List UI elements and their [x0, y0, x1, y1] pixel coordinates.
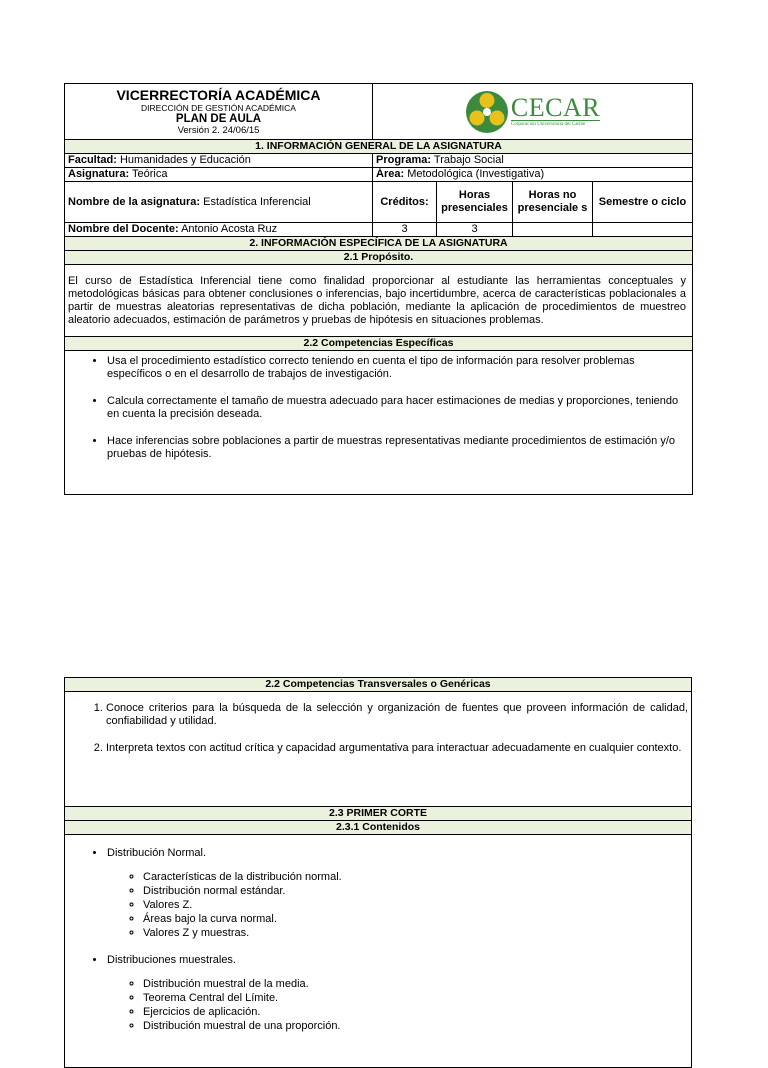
contenido-item — [106, 954, 688, 1033]
version-text: Versión 2. 24/06/15 — [177, 125, 260, 136]
contenidos-title: 2.3.1 Contenidos — [65, 821, 692, 835]
horas-no-presenciales-value — [513, 223, 593, 237]
competencia-item: • Hace inferencias sobre poblaciones a partir de muestras representativas mediante procedimientos de estimación y/o pruebas de hipótesis. — [106, 435, 689, 461]
section2-title: 2. INFORMACIÓN ESPECÍFICA DE LA ASIGNATURA — [65, 237, 693, 251]
horas-presenciales-header — [437, 182, 513, 223]
docente-value: Antonio Acosta Ruz — [181, 223, 278, 235]
logo-subtitle: Corporación Universitaria del Caribe — [511, 120, 600, 128]
proposito-title: 2.1 Propósito. — [65, 251, 693, 265]
area-cell — [373, 168, 693, 182]
nombre-asignatura-value: Estadística Inferencial — [203, 195, 311, 208]
contenido-subitem: ◦ Características de la distribución normal. — [143, 870, 688, 884]
horas-no-presenciales-header — [513, 182, 593, 223]
facultad-value: Humanidades y Educación — [119, 154, 251, 166]
corte-title: 2.3 PRIMER CORTE — [65, 807, 692, 821]
transversales-title: 2.2 Competencias Transversales o Genéricas — [65, 678, 692, 692]
nombre-asignatura-label: Nombre de la asignatura: — [68, 195, 201, 208]
contenidos-list — [68, 847, 688, 1033]
area-value: Metodológica (Investigativa) — [407, 168, 545, 180]
contenido-subitem: ◦ Distribución normal estándar. — [143, 884, 688, 898]
cecar-logo — [376, 84, 689, 139]
section1-title: 1. INFORMACIÓN GENERAL DE LA ASIGNATURA — [65, 140, 693, 154]
contenido-sublist — [107, 870, 688, 940]
asignatura-cell — [65, 168, 373, 182]
contenido-label: Distribución Normal. — [107, 847, 207, 859]
asignatura-value: Teórica — [131, 168, 168, 180]
contenido-sublist — [107, 977, 688, 1033]
logo-cell — [373, 84, 693, 140]
transversal-item: 1. Conoce criterios para la búsqueda de la selección y organización de fuentes que proveen información de calidad, confiabilidad y utilidad. — [106, 702, 688, 728]
programa-cell — [373, 154, 693, 168]
competencia-item: • Calcula correctamente el tamaño de muestra adecuado para hacer estimaciones de medias y proporciones, teniendo en cuenta la precisión deseada. — [106, 395, 689, 421]
contenido-subitem: ◦ Teorema Central del Límite. — [143, 991, 688, 1005]
transversales-list — [68, 702, 688, 755]
plan-title: PLAN DE AULA — [175, 113, 262, 125]
semestre-header — [593, 182, 693, 223]
contenido-label: Distribuciones muestrales. — [107, 954, 236, 966]
contenido-subitem: ◦ Distribución muestral de una proporción. — [143, 1019, 688, 1033]
contenido-subitem: ◦ Valores Z. — [143, 898, 688, 912]
contenido-subitem: ◦ Áreas bajo la curva normal. — [143, 912, 688, 926]
competencias-title: 2.2 Competencias Específicas — [65, 337, 693, 351]
horas-presenciales-label: Horas presenciales — [441, 189, 508, 214]
contenido-subitem: ◦ Valores Z y muestras. — [143, 926, 688, 940]
direccion-subtitle: DIRECCIÓN DE GESTIÓN ACADÉMICA — [141, 103, 296, 113]
programa-value: Trabajo Social — [433, 154, 504, 166]
plan-de-aula-table-page2 — [64, 677, 692, 1068]
competencia-item: • Usa el procedimiento estadístico correcto teniendo en cuenta el tipo de información para resolver problemas específicos o en el desarrollo de trabajos de investigación. — [106, 355, 689, 381]
docente-cell — [65, 223, 373, 237]
facultad-cell — [65, 154, 373, 168]
transversales-cell — [65, 692, 692, 807]
competencias-list — [68, 355, 689, 461]
horas-no-presenciales-label: Horas no presenciale s — [517, 189, 588, 214]
transversal-item: 2. Interpreta textos con actitud crítica y capacidad argumentativa para interactuar adecuadamente en cualquier contexto. — [106, 742, 688, 755]
programa-label: Programa: — [376, 154, 432, 166]
logo-name: CECAR — [510, 92, 601, 122]
competencias-cell — [65, 351, 693, 495]
asignatura-label: Asignatura: — [68, 168, 130, 180]
contenido-subitem: ◦ Ejercicios de aplicación. — [143, 1005, 688, 1019]
semestre-label: Semestre o ciclo — [598, 195, 687, 208]
area-label: Área: — [376, 168, 405, 180]
creditos-label: Créditos: — [380, 195, 429, 208]
creditos-value: 3 — [373, 223, 437, 237]
horas-presenciales-value: 3 — [437, 223, 513, 237]
institution-header — [65, 84, 373, 140]
proposito-text: El curso de Estadística Inferencial tiene como finalidad proporcionar al estudiante las herramientas conceptuales y metodológicas básicas para obtener conclusiones o inferencias, bajo incertidumbre, acerca de características poblacionales a partir de muestras aleatorias representativas de dicha población, mediante la aplicación de procedimientos de muestreo aleatorio adecuados, estimación de parámetros y pruebas de hipótesis en situaciones problemas. — [65, 265, 693, 337]
docente-label: Nombre del Docente: — [68, 223, 179, 235]
semestre-value — [593, 223, 693, 237]
nombre-asignatura-cell — [65, 182, 373, 223]
vicerrectoria-title: VICERRECTORÍA ACADÉMICA — [116, 87, 321, 103]
creditos-header — [373, 182, 437, 223]
contenido-subitem: ◦ Distribución muestral de la media. — [143, 977, 688, 991]
facultad-label: Facultad: — [68, 154, 117, 166]
plan-de-aula-table — [64, 83, 693, 495]
contenido-item — [106, 847, 688, 940]
contenidos-cell — [65, 835, 692, 1068]
cecar-emblem-icon — [465, 90, 509, 134]
